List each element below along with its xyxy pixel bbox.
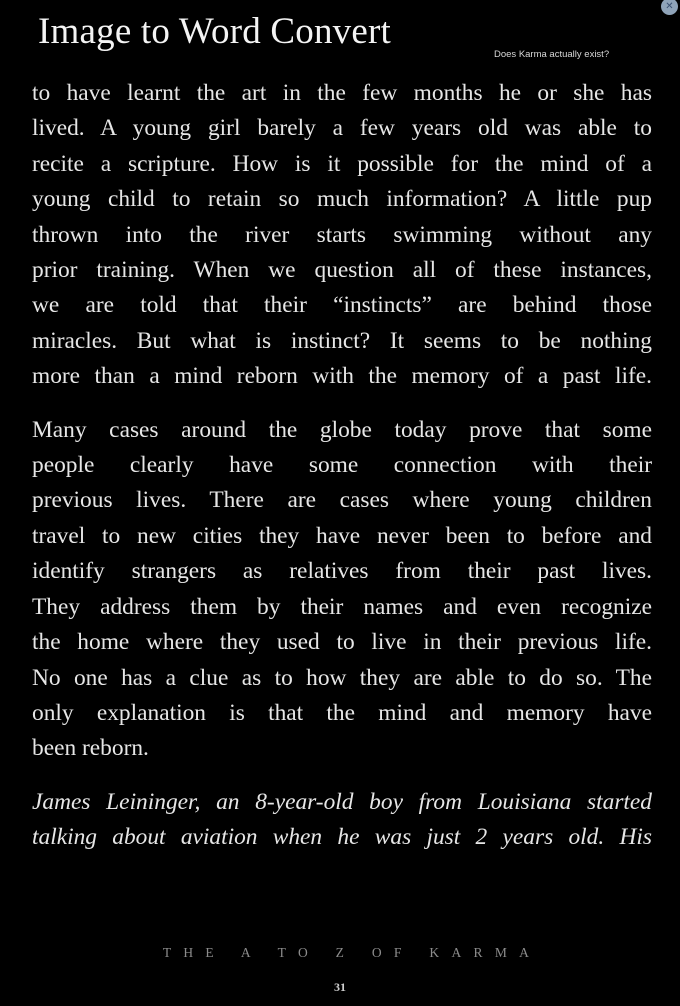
text-line: to have learnt the art in the few months he or she has (32, 80, 652, 106)
text-line: previous lives. There are cases where young children (32, 487, 652, 514)
paragraph-1 (32, 76, 652, 395)
text-line: No one has a clue as to how they are able to do so. The (32, 664, 652, 691)
text-line: travel to new cities they have never been to before and (32, 522, 652, 549)
text-line: miracles. But what is instinct? It seems to be nothing (32, 327, 652, 354)
paragraph-3-italic (32, 785, 652, 856)
paragraph-2 (32, 413, 652, 767)
text-line: recite a scripture. How is it possible for the mind of a (32, 150, 652, 177)
text-line: James Leininger, an 8-year-old boy from Louisiana started (32, 788, 652, 815)
text-line: prior training. When we question all of these instances, (32, 257, 652, 284)
text-line: They address them by their names and even recognize (32, 593, 652, 620)
chapter-subtitle: Does Karma actually exist? (494, 49, 610, 60)
text-line: thrown into the river starts swimming without any (32, 221, 652, 248)
text-line: been reborn. (32, 735, 149, 762)
text-line: talking about aviation when he was just 2 years old. His (32, 824, 652, 851)
text-line: the home where they used to live in their previous life. (32, 629, 652, 656)
close-icon: ✕ (665, 1, 674, 12)
text-line: more than a mind reborn with the memory of a past life. (32, 363, 652, 390)
text-line: identify strangers as relatives from their past lives. (32, 558, 652, 585)
text-line: Many cases around the globe today prove that some (32, 416, 652, 443)
page-content (32, 76, 652, 874)
page-title: Image to Word Convert (38, 11, 391, 52)
text-line: young child to retain so much information? A little pup (32, 186, 652, 213)
text-line: only explanation is that the mind and memory have (32, 699, 652, 726)
book-title-footer: THE A TO Z OF KARMA (162, 945, 542, 960)
text-line: people clearly have some connection with their (32, 452, 652, 479)
text-line: lived. A young girl barely a few years old was able to (32, 115, 652, 142)
text-line: we are told that their “instincts” are behind those (32, 292, 652, 319)
close-button[interactable] (661, 0, 678, 15)
page-number: 31 (334, 980, 346, 994)
